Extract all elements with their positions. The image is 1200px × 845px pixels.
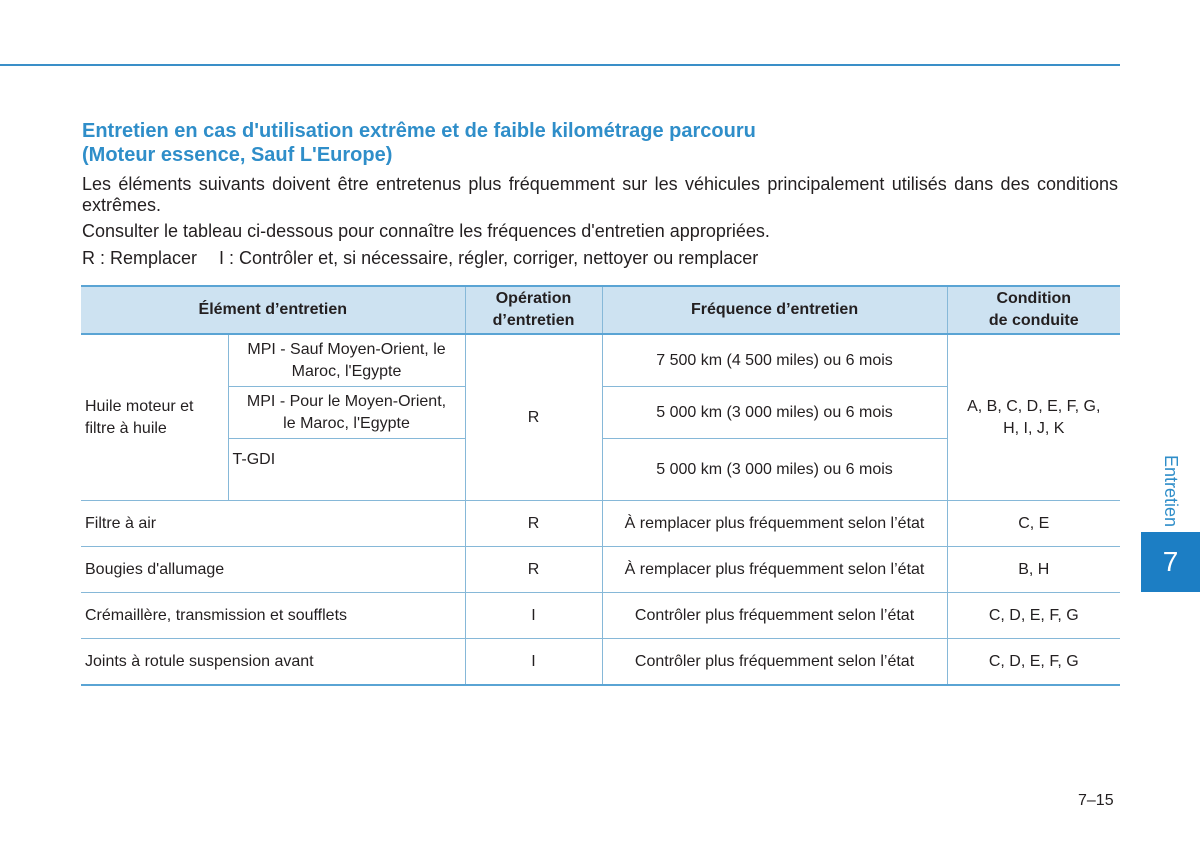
header-element: Élément d’entretien (81, 286, 465, 334)
chapter-label: Entretien (1161, 454, 1181, 528)
oil-element-line-2: filtre à huile (85, 419, 167, 437)
row-condition: B, H (947, 547, 1120, 593)
oil-condition-cell (947, 334, 1120, 501)
oil-element-line-1: Huile moteur et (85, 397, 194, 415)
legend (82, 248, 758, 269)
page-number: 7–15 (1078, 792, 1114, 809)
header-operation-line-1: Opération (495, 290, 572, 307)
table-note-paragraph: Consulter le tableau ci-dessous pour connaître les fréquences d'entretien appropriées. (82, 221, 770, 241)
heading-line-1: Entretien en cas d'utilisation extrême et de faible kilométrage parcouru (82, 120, 756, 142)
section-heading (82, 119, 1122, 167)
oil-condition-line-1: A, B, C, D, E, F, G, (967, 397, 1101, 415)
row-operation: R (465, 501, 602, 547)
row-frequency: À remplacer plus fréquemment selon l’état (602, 547, 947, 593)
oil-variant-line-2: le Maroc, l'Egypte (283, 414, 410, 432)
row-frequency: À remplacer plus fréquemment selon l’état (602, 501, 947, 547)
header-frequency: Fréquence d’entretien (602, 286, 947, 334)
oil-variant-line-1: MPI - Sauf Moyen-Orient, le (247, 340, 446, 358)
table-row (81, 593, 1120, 639)
oil-frequency-cell: 5 000 km (3 000 miles) ou 6 mois (602, 387, 947, 439)
table-row (81, 639, 1120, 686)
oil-variant-line-2: Maroc, l'Egypte (291, 362, 402, 380)
row-condition: C, D, E, F, G (947, 593, 1120, 639)
row-operation: I (465, 593, 602, 639)
top-rule (0, 64, 1120, 66)
legend-i: I : Contrôler et, si nécessaire, régler, corriger, nettoyer ou remplacer (219, 248, 759, 268)
row-element: Crémaillère, transmission et soufflets (81, 593, 465, 639)
oil-variant-cell (228, 387, 465, 439)
oil-variant-cell (228, 334, 465, 387)
oil-frequency-cell: 5 000 km (3 000 miles) ou 6 mois (602, 439, 947, 501)
row-operation: R (465, 547, 602, 593)
row-element: Bougies d'allumage (81, 547, 465, 593)
header-operation (465, 286, 602, 334)
oil-element-cell (81, 334, 228, 501)
header-condition-line-2: de conduite (988, 312, 1079, 329)
table-row (81, 501, 1120, 547)
intro-paragraph: Les éléments suivants doivent être entretenus plus fréquemment sur les véhicules principalement utilisés dans des conditions extrêmes. (82, 174, 1118, 215)
table-row (81, 334, 1120, 387)
table-header-row (81, 286, 1120, 334)
header-operation-line-2: d’entretien (492, 312, 575, 329)
row-operation: I (465, 639, 602, 686)
oil-variant-cell: T-GDI (228, 439, 465, 501)
row-frequency: Contrôler plus fréquemment selon l’état (602, 639, 947, 686)
oil-frequency-cell: 7 500 km (4 500 miles) ou 6 mois (602, 334, 947, 387)
row-condition: C, D, E, F, G (947, 639, 1120, 686)
row-condition: C, E (947, 501, 1120, 547)
chapter-side-tab (1141, 451, 1200, 531)
heading-line-2: (Moteur essence, Sauf L'Europe) (82, 144, 393, 166)
legend-r: R : Remplacer (82, 248, 198, 268)
oil-operation-cell: R (465, 334, 602, 501)
row-element: Joints à rotule suspension avant (81, 639, 465, 686)
maintenance-table (81, 285, 1120, 686)
table-row (81, 547, 1120, 593)
oil-condition-line-2: H, I, J, K (1003, 419, 1065, 437)
oil-variant-line-1: MPI - Pour le Moyen-Orient, (246, 392, 447, 410)
header-condition-line-1: Condition (996, 290, 1072, 307)
chapter-number-box: 7 (1141, 532, 1200, 592)
header-condition (947, 286, 1120, 334)
row-element: Filtre à air (81, 501, 465, 547)
row-frequency: Contrôler plus fréquemment selon l’état (602, 593, 947, 639)
